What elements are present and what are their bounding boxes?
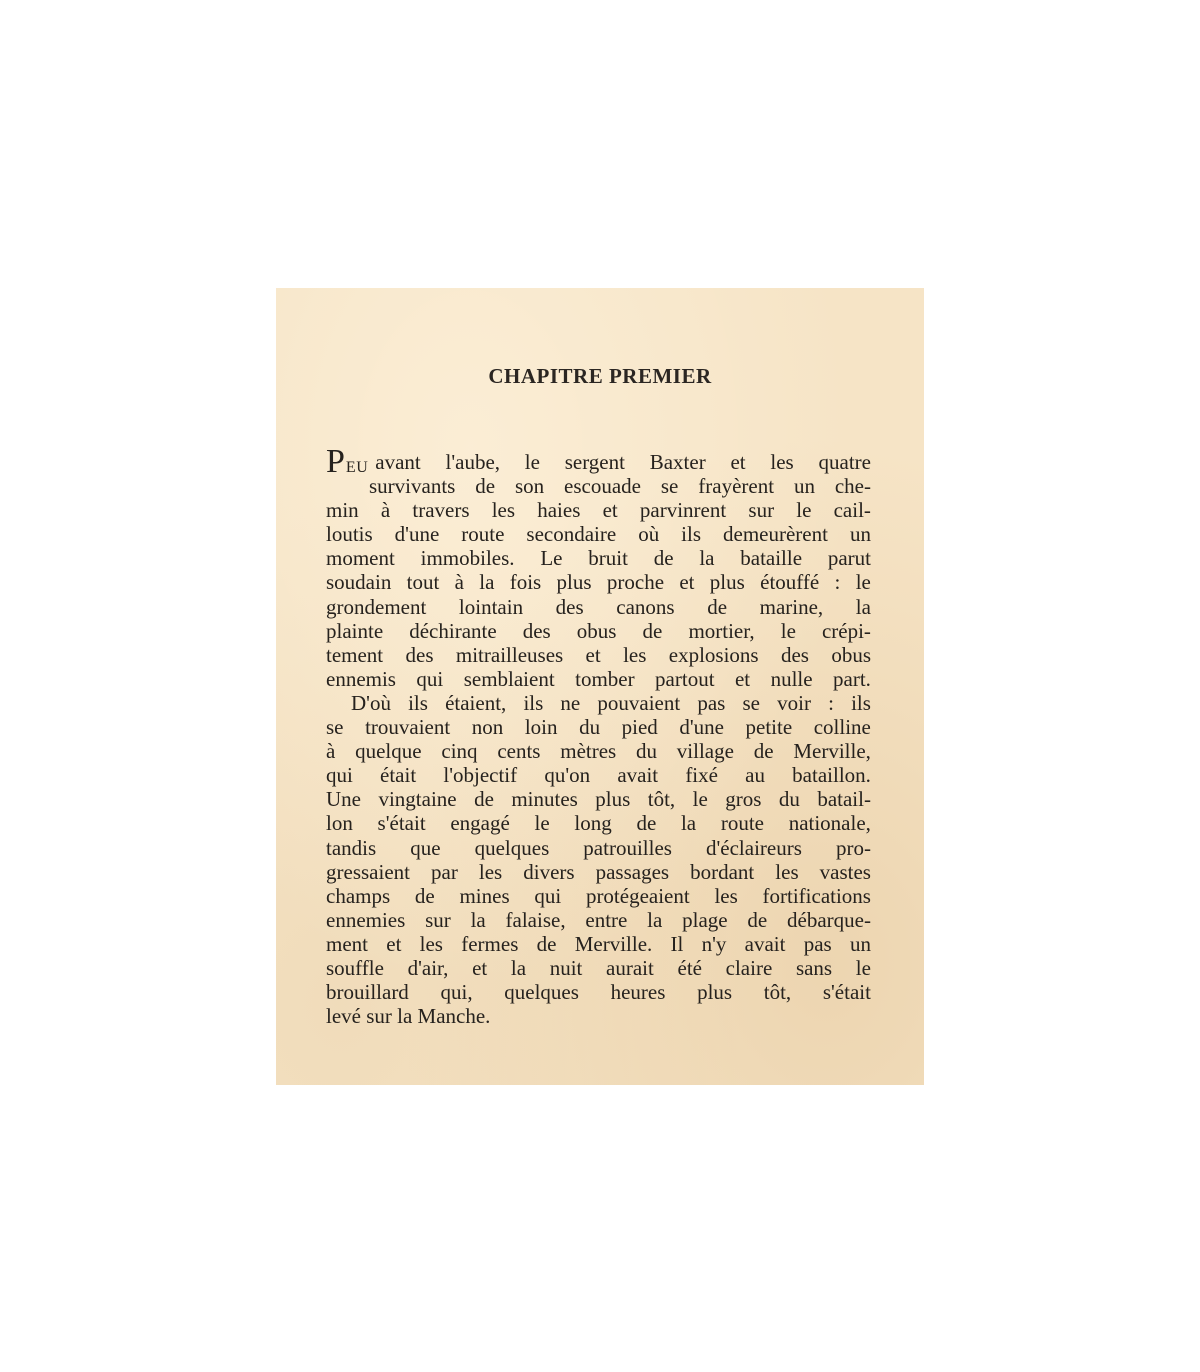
word: le (855, 570, 871, 595)
word: de (653, 546, 674, 571)
word: fois (509, 570, 542, 595)
word: village (676, 739, 734, 764)
word: ennemies (326, 907, 406, 932)
word: d'air, (407, 955, 449, 980)
word: les (775, 859, 799, 884)
word: du (636, 739, 658, 764)
word: haies (537, 498, 581, 523)
word: les (419, 931, 443, 956)
word: : (828, 690, 834, 715)
word: minutes (511, 787, 578, 812)
word: les (478, 859, 503, 884)
word: d'éclaireurs (706, 835, 802, 860)
word: heures (610, 980, 666, 1005)
word: loin (524, 715, 558, 740)
word: débarque- (787, 907, 871, 932)
word: tandis (326, 835, 377, 860)
word: voir (777, 690, 811, 715)
word: par (431, 859, 458, 884)
text-line (326, 498, 871, 522)
word: parut (827, 546, 871, 571)
word: tôt, (647, 787, 676, 812)
word: obus (576, 618, 617, 643)
text-line (326, 546, 871, 570)
chapter-title: CHAPITRE PREMIER (488, 364, 712, 388)
word: plus (709, 570, 745, 595)
word: Merville, (793, 739, 871, 764)
word: et (472, 955, 488, 980)
word: le (796, 498, 812, 523)
word: n'y (701, 931, 727, 956)
word: mètres (560, 739, 617, 764)
text-line (326, 980, 871, 1004)
word: et (730, 450, 746, 474)
line-content (375, 450, 871, 474)
word: était (380, 763, 417, 788)
word: et (386, 931, 402, 956)
text-line: levé sur la Manche. (326, 1004, 491, 1029)
text-line (326, 522, 871, 546)
word: cail- (833, 498, 871, 523)
text-line (326, 739, 871, 763)
word: plainte (326, 618, 384, 643)
text-line (326, 884, 871, 908)
word: étouffé (760, 570, 820, 595)
word: Le (540, 546, 563, 571)
word: et (679, 570, 695, 595)
word: la (680, 811, 697, 836)
word: à (454, 570, 464, 595)
word: la (479, 570, 495, 595)
word: Merville. (574, 931, 653, 956)
word: patrouilles (583, 835, 672, 860)
word: part. (833, 666, 871, 691)
text-line (326, 619, 871, 643)
word: de (636, 811, 657, 836)
word: se (742, 690, 760, 715)
word: de (747, 907, 768, 932)
word: aurait (606, 955, 654, 980)
word: des (555, 594, 584, 619)
drop-cap: P (326, 443, 345, 480)
text-line (326, 860, 871, 884)
word: plus (556, 570, 592, 595)
word: avait (617, 763, 659, 788)
drop-cap-rest: EU (345, 459, 369, 476)
word: mines (459, 883, 510, 908)
word: pied (621, 715, 658, 740)
word: quatre (818, 450, 871, 474)
word: des (780, 642, 809, 667)
word: vingtaine (378, 787, 457, 812)
word: pro- (835, 835, 871, 860)
word: tôt, (763, 980, 792, 1005)
word: le (780, 618, 796, 643)
word: partout (655, 666, 715, 691)
word: loutis (326, 522, 373, 547)
word: tout (406, 570, 440, 595)
word: sans (795, 955, 833, 980)
book-page (276, 288, 924, 1085)
word: fixé (685, 763, 718, 788)
word: le (855, 955, 871, 980)
word: au (745, 763, 765, 788)
word: d'une (394, 522, 440, 547)
word: ils (681, 522, 702, 547)
word: passages (595, 859, 670, 884)
word: bataillon. (792, 763, 871, 788)
word: batail- (817, 787, 871, 812)
word: D'où (351, 690, 391, 715)
word: et (602, 498, 618, 523)
word: et (585, 642, 601, 667)
word: divers (523, 859, 575, 884)
word: champs (326, 883, 391, 908)
word: Une (326, 787, 361, 812)
word: à (326, 739, 336, 764)
word: de (707, 594, 728, 619)
word: que (410, 835, 441, 860)
word: engagé (450, 811, 510, 836)
word: à (380, 498, 391, 523)
word: route (720, 811, 764, 836)
word: tement (326, 642, 384, 667)
word: s'était (822, 980, 871, 1005)
word: pas (803, 931, 832, 956)
word: crépi- (821, 618, 871, 643)
word: souffle (326, 955, 384, 980)
word: gressaient (326, 859, 410, 884)
word: de (474, 787, 494, 812)
word: qui (326, 763, 353, 788)
text-line (326, 443, 871, 480)
word: quelques (504, 980, 579, 1005)
word: claire (725, 955, 773, 980)
word: ils (851, 690, 871, 715)
word: quelques (474, 835, 550, 860)
word: nulle (770, 666, 813, 691)
line-text (368, 450, 871, 474)
word: fortifications (762, 883, 871, 908)
word: secondaire (526, 522, 617, 547)
word: demeurèrent (723, 522, 828, 547)
word: brouillard (326, 980, 409, 1005)
word: entre (585, 907, 628, 932)
word: nationale, (788, 811, 871, 836)
word: semblaient (463, 666, 555, 691)
text-line (326, 570, 871, 594)
word: travers (412, 498, 470, 523)
text-line (326, 763, 871, 787)
word: immobiles. (420, 546, 515, 571)
word: les (714, 883, 738, 908)
word: des (405, 642, 434, 667)
word: grondement (326, 594, 427, 619)
word: de (475, 474, 496, 499)
word: quelque (355, 739, 422, 764)
word: moment (326, 546, 395, 571)
word: trouvaient (365, 715, 451, 740)
word: plus (697, 980, 733, 1005)
text-line (326, 956, 871, 980)
word: gros (725, 787, 762, 812)
word: avant (375, 450, 421, 474)
word: non (471, 715, 504, 740)
word: la (510, 955, 527, 980)
word: d'une (679, 715, 724, 740)
text-line (326, 667, 871, 691)
word: avait (744, 931, 786, 956)
word: marine, (759, 594, 824, 619)
word: plus (595, 787, 631, 812)
word: route (461, 522, 505, 547)
text-line (326, 811, 871, 835)
word: la (470, 907, 486, 932)
word: Il (670, 931, 684, 956)
word: de (642, 618, 663, 643)
word: étaient, (445, 690, 507, 715)
word: pouvaient (597, 690, 681, 715)
word: de (536, 931, 557, 956)
word: déchirante (409, 618, 497, 643)
word: qui (416, 666, 444, 691)
word: du (778, 787, 800, 812)
word: proche (606, 570, 665, 595)
word: cinq (441, 739, 478, 764)
word: des (522, 618, 551, 643)
word: cents (497, 739, 541, 764)
word: la (855, 594, 871, 619)
word: où (638, 522, 660, 547)
word: colline (813, 715, 871, 740)
text-line (326, 787, 871, 811)
word: et (734, 666, 751, 691)
word: lon (326, 811, 353, 836)
word: mortier, (688, 618, 755, 643)
word: été (677, 955, 702, 980)
word: se (326, 715, 344, 740)
word: qui (534, 883, 562, 908)
word: un (793, 474, 815, 499)
word: se (660, 474, 679, 499)
word: du (579, 715, 601, 740)
word: sur (425, 907, 451, 932)
word: Baxter (649, 450, 706, 474)
word: bordant (690, 859, 755, 884)
word: petite (745, 715, 793, 740)
chapter-body (326, 443, 871, 1029)
word: pas (697, 690, 726, 715)
word: lointain (458, 594, 524, 619)
word: sur (748, 498, 775, 523)
word: de (753, 739, 774, 764)
word: soudain (326, 570, 392, 595)
word: tomber (575, 666, 635, 691)
word: mitrailleuses (455, 642, 564, 667)
word: frayèrent (698, 474, 775, 499)
word: survivants (369, 474, 456, 499)
word: obus (831, 642, 871, 667)
word: qui, (440, 980, 473, 1005)
word: qu'on (544, 763, 591, 788)
word: parvinrent (639, 498, 727, 523)
text-line (326, 595, 871, 619)
word: s'était (377, 811, 426, 836)
text-line (326, 715, 871, 739)
word: sergent (564, 450, 625, 474)
word: bruit (588, 546, 628, 571)
word: falaise, (505, 907, 566, 932)
word: min (326, 498, 359, 523)
word: le (524, 450, 540, 474)
word: un (849, 522, 871, 547)
word: la (647, 907, 663, 932)
word: l'aube, (445, 450, 501, 474)
word: le (692, 787, 708, 812)
word: ment (326, 931, 368, 956)
word: les (623, 642, 647, 667)
word: canons (616, 594, 675, 619)
word: fermes (461, 931, 519, 956)
word: vastes (819, 859, 871, 884)
word: son (514, 474, 545, 499)
word: ennemis (326, 666, 396, 691)
word: protégeaient (585, 883, 690, 908)
word: ne (560, 690, 581, 715)
text-line (326, 908, 871, 932)
word: les (770, 450, 794, 474)
word: long (574, 811, 612, 836)
text-line (326, 836, 871, 860)
word: le (534, 811, 550, 836)
word: les (491, 498, 516, 523)
word: che- (834, 474, 871, 499)
word: la (699, 546, 715, 571)
word: de (414, 883, 435, 908)
word: explosions (668, 642, 759, 667)
text-line (326, 643, 871, 667)
word: plage (682, 907, 728, 932)
text-line (326, 932, 871, 956)
word: ils (408, 690, 428, 715)
text-line (326, 691, 871, 715)
word: ils (523, 690, 544, 715)
word: escouade (564, 474, 641, 499)
word: un (849, 931, 871, 956)
text-line (326, 474, 871, 498)
word: : (834, 570, 841, 595)
word: bataille (740, 546, 803, 571)
drop-cap-word (326, 443, 369, 480)
word: nuit (549, 955, 583, 980)
word: l'objectif (443, 763, 518, 788)
